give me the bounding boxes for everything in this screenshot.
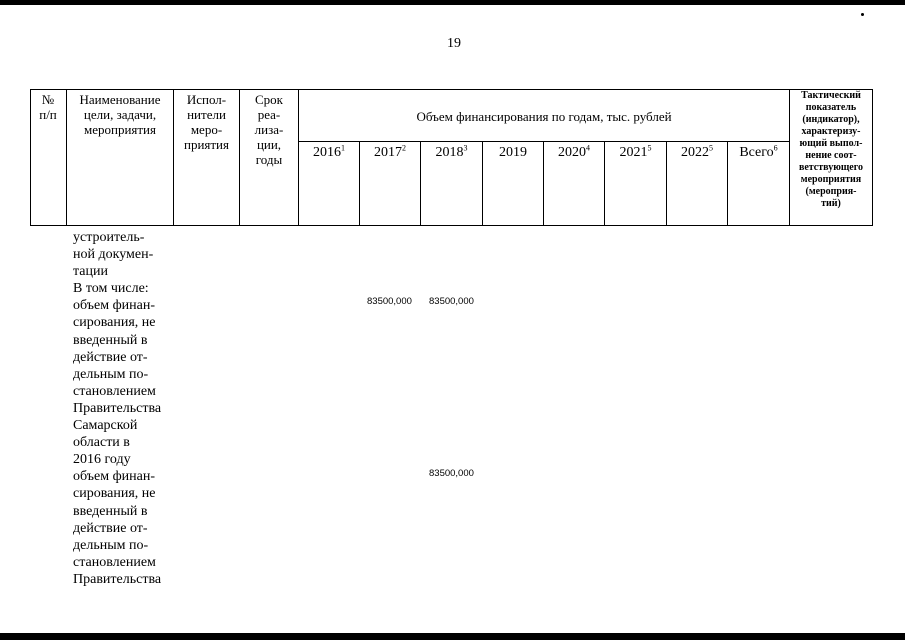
bottom-border [0,633,905,640]
col-funding-header: Объем финансирования по годам, тыс. рублей [416,109,672,124]
col-indicator-header: Тактический показатель (индикатор), характеризу- ющий выпол- нение соот- ветствующего мероприятия (мероприя- тий) [798,90,864,209]
year-2017-header: 2017$^2$ [374,143,406,160]
year-2020-header: 2020$^4$ [558,143,590,160]
col-executors-header: Испол- нители меро- приятия [183,92,229,152]
year-2019-header: 2019 [499,145,527,160]
col-term-header: Срок реа- лиза- ции, годы [254,92,284,167]
year-2022-header: 2022$^5$ [681,143,713,160]
value-row1-2018: 83500,000 [429,296,474,307]
year-2018-header: 2018$^3$ [435,143,468,160]
header-bottom-border [30,225,873,226]
top-border [0,0,905,5]
value-row2-2018: 83500,000 [429,468,474,479]
year-2021-header: 2021$^5$ [619,143,652,160]
total-header: Всего$^6$ [739,143,778,160]
col-number-header: № п/п [39,92,57,122]
header-right-border [872,89,873,226]
header-top-border [30,89,873,90]
value-row1-2017: 83500,000 [367,296,412,307]
row-name-text: устроитель- ной докумен- тации В том числе: объем финан- сирования, не введенный в действие от- дельным по- становлением Правительства Самарской области в 2016 году объем финан- сирования, не введенный в действие от- дельным по- становлением Правительства [73,230,162,587]
scan-dot [861,13,864,16]
page-number: 19 [447,36,461,51]
table-header [30,89,873,226]
year-2016-header: 2016$^1$ [313,143,345,160]
col-name-header: Наименование цели, задачи, мероприятия [79,92,161,137]
